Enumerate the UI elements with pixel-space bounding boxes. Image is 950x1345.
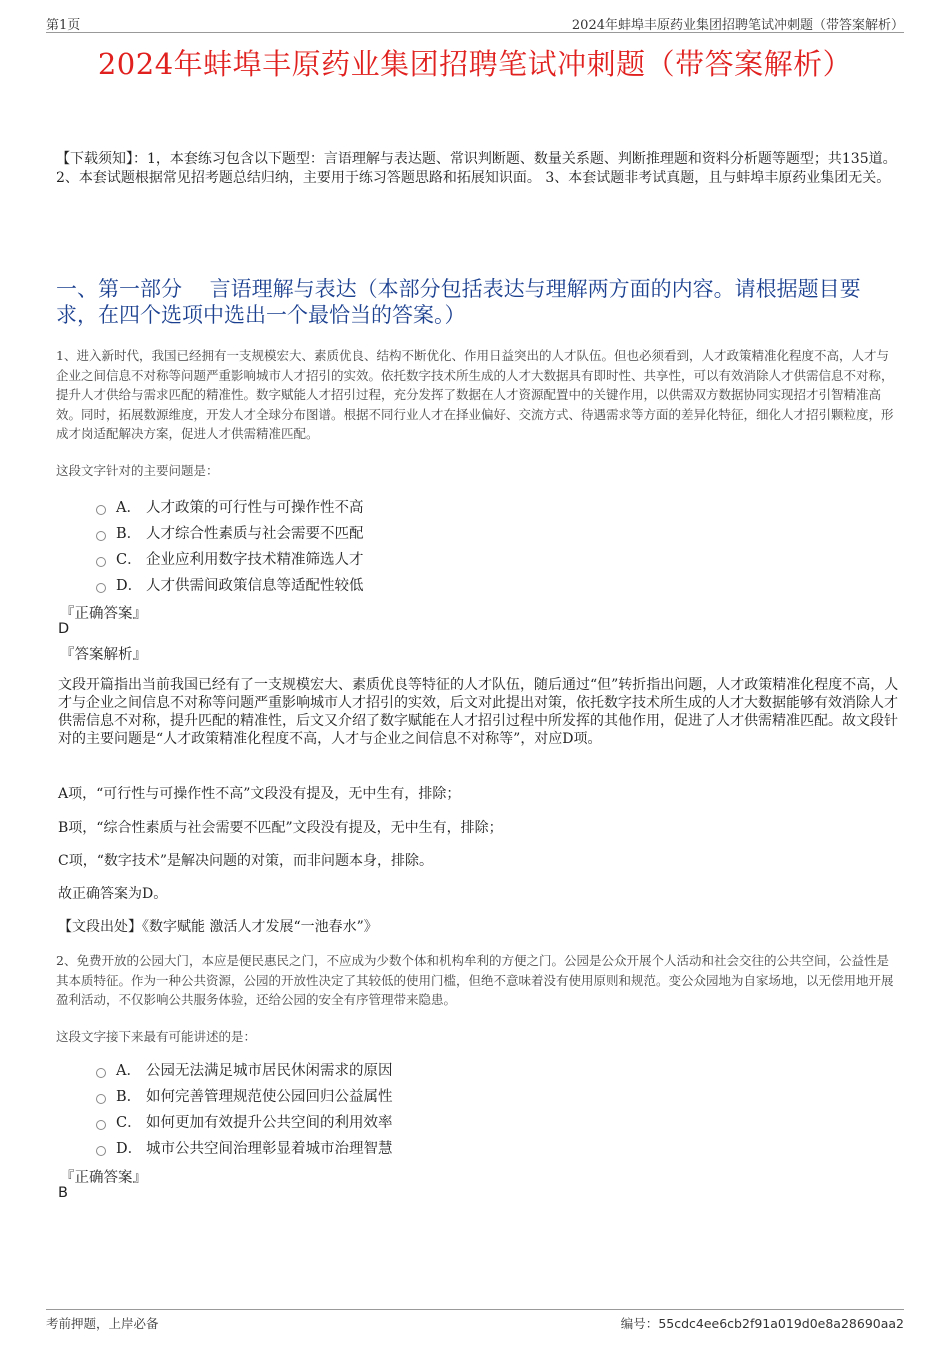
correct-answer: D (58, 621, 70, 637)
footer-slogan: 考前押题，上岸必备 (46, 1316, 159, 1331)
radio-icon[interactable] (96, 557, 106, 567)
radio-icon[interactable] (96, 583, 106, 593)
section-heading: 一、第一部分 言语理解与表达（本部分包括表达与理解两方面的内容。请根据题目要求，在四个选项中选出一个最恰当的答案。） (56, 277, 861, 327)
option-a[interactable]: A． 人才政策的可行性与可操作性不高 (96, 496, 364, 522)
question-2-prompt: 这段文字接下来最有可能讲述的是： (56, 1029, 257, 1044)
question-1-prompt: 这段文字针对的主要问题是： (56, 463, 219, 478)
question-1-options (96, 496, 364, 600)
page-title: 2024年蚌埠丰原药业集团招聘笔试冲刺题（带答案解析） (97, 47, 853, 81)
option-a[interactable]: A． 公园无法满足城市居民休闲需求的原因 (96, 1059, 393, 1085)
option-d[interactable]: D． 城市公共空间治理彰显着城市治理智慧 (96, 1137, 393, 1163)
correct-answer-label: 『正确答案』 (60, 606, 147, 622)
footer-code: 编号：55cdc4ee6cb2f91a019d0e8a28690aa2 (620, 1316, 904, 1331)
header-doc-title: 2024年蚌埠丰原药业集团招聘笔试冲刺题（带答案解析） (571, 18, 904, 33)
analysis-label: 『答案解析』 (60, 647, 147, 663)
correct-answer: B (58, 1185, 68, 1201)
download-notice: 【下载须知】：1，本套练习包含以下题型：言语理解与表达题、常识判断题、数量关系题、判断推理题和资料分析题等题型；共135道。 2、本套试题根据常见招考题总结归纳，主要用于练习答题思路和拓展知识面。 3、本套试题非考试真题，且与蚌埠丰原药业集团无关。 (56, 151, 897, 186)
page-number: 第1页 (46, 18, 81, 33)
radio-icon[interactable] (96, 505, 106, 515)
option-b[interactable]: B． 人才综合性素质与社会需要不匹配 (96, 522, 364, 548)
question-2-passage: 2、免费开放的公园大门，本应是便民惠民之门，不应成为少数个体和机构牟利的方便之门。公园是公众开展个人活动和社会交往的公共空间，公益性是其本质特征。作为一种公共资源，公园的开放性决定了其较低的使用门槛，但绝不意味着没有使用原则和规范。变公众园地为自家场地，以无偿用地开展盈利活动，不仅影响公共服务体验，还给公园的安全有序管理带来隐患。 (56, 953, 894, 1007)
analysis-line-c: C项，“数字技术”是解决问题的对策，而非问题本身，排除。 (58, 853, 434, 869)
option-b[interactable]: B． 如何完善管理规范使公园回归公益属性 (96, 1085, 393, 1111)
radio-icon[interactable] (96, 1094, 106, 1104)
question-2-options (96, 1059, 393, 1163)
analysis-line-b: B项，“综合性素质与社会需要不匹配”文段没有提及，无中生有，排除； (58, 820, 503, 836)
page-header (46, 14, 904, 33)
option-d[interactable]: D． 人才供需间政策信息等适配性较低 (96, 574, 364, 600)
analysis-conclusion: 故正确答案为D。 (58, 886, 168, 902)
radio-icon[interactable] (96, 1120, 106, 1130)
radio-icon[interactable] (96, 1146, 106, 1156)
radio-icon[interactable] (96, 531, 106, 541)
analysis-line-a: A项，“可行性与可操作性不高”文段没有提及，无中生有，排除； (58, 786, 461, 802)
passage-source: 【文段出处】《数字赋能 激活人才发展“一池春水”》 (58, 919, 378, 935)
option-c[interactable]: C． 如何更加有效提升公共空间的利用效率 (96, 1111, 393, 1137)
correct-answer-label: 『正确答案』 (60, 1170, 147, 1186)
answer-analysis: 文段开篇指出当前我国已经有了一支规模宏大、素质优良等特征的人才队伍，随后通过“但”转折指出问题，人才政策精准化程度不高，人才与企业之间信息不对称等问题严重影响城市人才招引的实效，后文对此提出对策，依托数字技术所生成的人才大数据能够有效消除人才供需信息不对称，提升匹配的精准性，后文又介绍了数字赋能在人才招引过程中所发挥的其他作用，促进了人才供需精准匹配。故文段针对的主要问题是“人才政策精准化程度不高，人才与企业之间信息不对称等”，对应D项。 (58, 677, 899, 747)
radio-icon[interactable] (96, 1068, 106, 1078)
page-footer (46, 1309, 904, 1332)
option-c[interactable]: C． 企业应利用数字技术精准筛选人才 (96, 548, 364, 574)
question-1-passage: 1、进入新时代，我国已经拥有一支规模宏大、素质优良、结构不断优化、作用日益突出的人才队伍。但也必须看到，人才政策精准化程度不高，人才与企业之间信息不对称等问题严重影响城市人才招引的实效。依托数字技术所生成的人才大数据具有即时性、共享性，可以有效消除人才供需信息不对称，提升人才供给与需求匹配的精准性。数字赋能人才招引过程，充分发挥了数据在人才资源配置中的关键作用，以供需双方数据协同实现招才引智精准高效。同时，拓展数源维度，开发人才全球分布图谱。根据不同行业人才在择业偏好、交流方式、待遇需求等方面的差异化特征，细化人才招引颗粒度，形成才岗适配解决方案，促进人才供需精准匹配。 (56, 348, 894, 441)
